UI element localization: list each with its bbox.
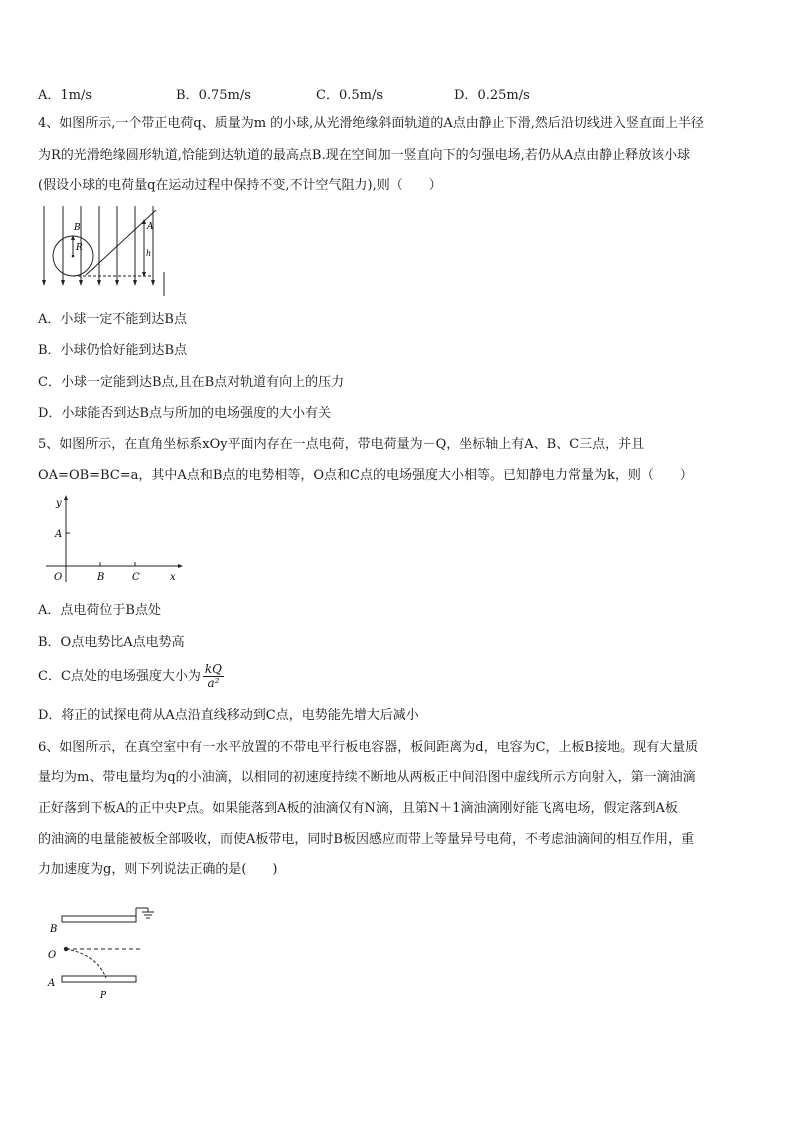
q4-figure — [38, 202, 168, 298]
q6-stem-line-4: 的油滴的电量能被板全部吸收，而使A板带电，同时B板因感应而带上等量异号电荷，不考虑油滴间的相互作用，重 — [38, 832, 694, 847]
q5-option-a[interactable]: A．点电荷位于B点处 — [38, 603, 161, 618]
option-d[interactable]: D．0.25m/s — [454, 88, 530, 103]
q4-stem-line-1: 4、如图所示,一个带正电荷q、质量为m 的小球,从光滑绝缘斜面轨道的A点由静止下滑,然后沿切线进入竖直面上半径 — [38, 116, 704, 131]
q4-fig-label-h: h — [146, 249, 152, 258]
q6-fig-label-b: B — [50, 924, 58, 935]
q6-stem-line-5: 力加速度为g，则下列说法正确的是( ) — [38, 862, 278, 877]
q4-fig-label-a: A — [147, 222, 154, 232]
q6-stem-line-3: 正好落到下板A的正中央P点。如果能落到A板的油滴仅有N滴，且第N＋1滴油滴刚好能飞离电场，假定落到A板 — [38, 801, 678, 816]
q4-option-a[interactable]: A．小球一定不能到达B点 — [38, 312, 187, 327]
q5-fig-label-b: B — [97, 572, 105, 583]
q6-capacitor-figure — [44, 898, 174, 1002]
option-b[interactable]: B．0.75m/s — [176, 88, 251, 103]
q5-fig-label-c: C — [132, 572, 140, 583]
q5-fig-label-a: A — [55, 529, 63, 540]
q4-fig-label-b: B — [74, 223, 81, 233]
q4-stem-line-3: (假设小球的电荷量q在运动过程中保持不变,不计空气阻力),则（ ） — [38, 178, 442, 193]
q4-option-d[interactable]: D．小球能否到达B点与所加的电场强度的大小有关 — [38, 406, 331, 421]
q6-stem-line-2: 量均为m、带电量均为q的小油滴，以相同的初速度持续不断地从两板正中间沿图中虚线所示方向射入，第一滴油滴 — [38, 770, 696, 785]
option-a[interactable]: A．1m/s — [38, 88, 93, 103]
q6-fig-label-p: P — [100, 991, 107, 1001]
q5-fig-label-x: x — [170, 572, 176, 583]
q4-stem-line-2: 为R的光滑绝缘圆形轨道,恰能到达轨道的最高点B.现在空间加一竖直向下的匀强电场,若仍从A点由静止释放该小球 — [38, 148, 691, 163]
q6-fig-label-o: O — [48, 950, 57, 961]
q5-option-c[interactable]: C．C点处的电场强度大小为 $\frac{kQ}{\text{a²}}$ — [38, 662, 223, 690]
q5-coordinate-figure — [44, 494, 184, 586]
q6-stem-line-1: 6、如图所示，在真空室中有一水平放置的不带电平行板电容器，板间距离为d，电容为C，上板B接地。现有大量质 — [38, 740, 699, 755]
q5-stem-line-2: OA=OB=BC=a，其中A点和B点的电势相等，O点和C点的电场强度大小相等。已知静电力常量为k，则（ ） — [38, 468, 693, 483]
q4-option-b[interactable]: B．小球仍恰好能到达B点 — [38, 343, 188, 358]
q4-fig-label-r: R — [76, 243, 83, 253]
q5-stem-line-1: 5、如图所示，在直角坐标系xOy平面内存在一点电荷，带电荷量为－Q，坐标轴上有A、B、C三点，并且 — [38, 437, 645, 452]
q6-fig-label-a: A — [48, 978, 56, 989]
q5-fig-label-y: y — [56, 498, 62, 509]
option-c[interactable]: C．0.5m/s — [316, 88, 384, 103]
q4-option-c[interactable]: C．小球一定能到达B点,且在B点对轨道有向上的压力 — [38, 375, 345, 390]
q5-fig-label-o: O — [54, 572, 63, 583]
q5-option-d[interactable]: D．将正的试探电荷从A点沿直线移动到C点，电势能先增大后减小 — [38, 708, 419, 723]
q5-option-b[interactable]: B．O点电势比A点电势高 — [38, 635, 185, 650]
q5-option-c-fraction: $\frac{kQ}{\text{a²}}$ — [204, 662, 223, 690]
